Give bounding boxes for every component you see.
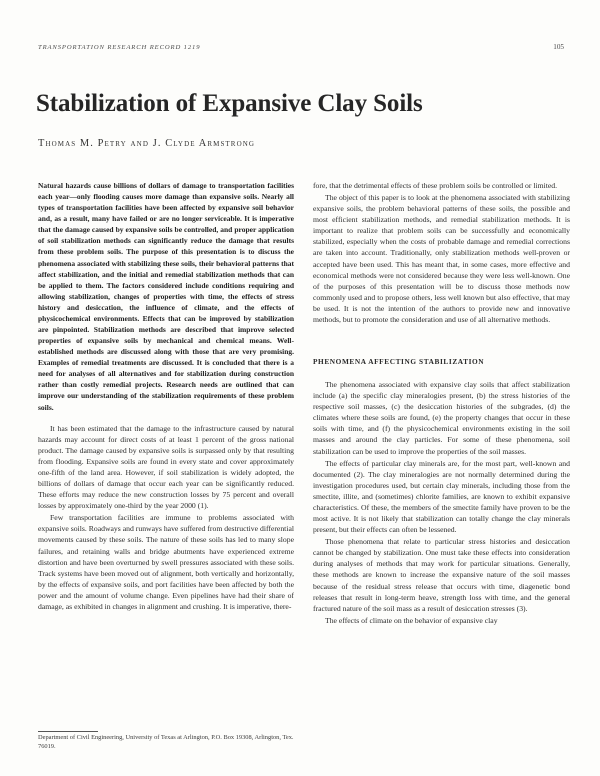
running-head: TRANSPORTATION RESEARCH RECORD 1219 [38,44,201,51]
body-paragraph: Those phenomena that relate to particular stress histories and desiccation cannot be changed by stabilization. One must take these effects into consideration during analyses of methods that may work for particular situations. Generally, these methods are known to increase the expansive nature of the soil masses because of the residual stress release that occurs with time, diagenetic bond releases that result in long-term heave, strength loss with time, and the general fractured nature of the soil mass as a result of desiccation stresses (3). [313,537,570,613]
article-title: Stabilization of Expansive Clay Soils [36,90,423,117]
left-column [38,180,294,612]
section-heading: PHENOMENA AFFECTING STABILIZATION [313,357,485,367]
body-paragraph: fore, that the detrimental effects of these problem soils be controlled or limited. [313,181,558,190]
body-paragraph: The effects of particular clay minerals are, for the most part, well-known and documented (2). The clay mineralogies are not normally determined during the investigation procedures used, but certain clay minerals, including those from the smectite, illite, and (sometimes) chlorite families, are known to exhibit expansive characteristics. Of these, the members of the smectite family have proven to be the most active. It is not likely that stabilization can totally change the clay minerals present, but their effects can often be lessened. [313,458,570,535]
page-number: 105 [553,43,564,51]
body-paragraph: The phenomena associated with expansive clay soils that affect stabilization include (a) the specific clay mineralogies present, (b) the stress histories of the respective soil masses, (c) the desiccation histories of the subgrades, (d) the climates where these soils are found, (e) the property changes that occur in these soils with time, and (f) the physicochemical environments existing in the soil masses and around the clay particles. For some of these phenomena, soil stabilization can be used to improve the properties of the soil masses. [313,380,570,456]
body-paragraph: Few transportation facilities are immune to problems associated with expansive soils. Roadways and runways have suffered from destructive differential movements caused by these soils. The nature of these soils has led to many slope failures, and retaining walls and bridge abutments have experienced extreme distortion and have been overturned by swell pressures associated with these soils. Track systems have been moved out of alignment, both vertically and horizontally, by the effects of expansive soils, and port facilities have been affected by both the power and the amount of volume change. Even pipelines have had their share of damage, as exhibited in changes in alignment and crushing. It is imperative, there- [38,513,294,611]
author-affiliation-footnote: Department of Civil Engineering, University of Texas at Arlington, P.O. Box 19308, Arlington, Tex. 76019. [38,734,294,750]
footnote-rule [38,731,98,732]
body-paragraph: The effects of climate on the behavior of expansive clay [325,615,498,625]
body-paragraph: The object of this paper is to look at the phenomena associated with stabilizing expansive soils, the problem behavioral patterns of these soils, the possible and most efficient stabilization methods, and remedial stabilization methods. It is important to realize that problem soils can be successfully and economically stabilized, especially when the costs of probable damage and remedial corrections are taken into account. Traditionally, only stabilization methods well-proven or accepted have been used. This has meant that, in some cases, more effective and economical methods were not considered because they were less well-known. One of the purposes of this presentation will be to discuss those methods now commonly used and to propose others, less well known but also effective, that may be used. It is not the intention of the authors to provide new and innovative methods, but to promote the consideration and use of all alternative methods. [313,193,570,324]
body-paragraph: It has been estimated that the damage to the infrastructure caused by natural hazards may account for direct costs of at least 1 percent of the gross national product. The damage caused by expansive soils is surpassed only by that resulting from flooding. Expansive soils are found in every state and cover approximately one-fifth of the land area. However, if soil stabilization is widely adopted, the billions of dollars of damage that occur each year can be significantly reduced. These efforts may reduce the new construction losses by 75 percent and overall losses by approximately one-third by the year 2000 (1). [38,423,294,511]
right-column [313,180,570,626]
abstract: Natural hazards cause billions of dollars of damage to transportation facilities each year—only flooding causes more damage than expansive soils. Nearly all types of transportation facilities have been affected by expansive soil behavior and, as a result, many have failed or are no longer serviceable. It is imperative that the damage caused by expansive soils be controlled, and proper application of soil stabilization methods can significantly reduce the damage that results from these problem soils. The purpose of this presentation is to discuss the phenomena associated with stabilizing these soils, their behavioral patterns that affect stabilization, and the initial and remedial stabilization methods that can be applied to them. The factors considered include conditions requiring and allowing stabilization, changes of properties with time, the effects of stress history and desiccation, the influence of climate, and the effects of physicochemical environments. Effects that can be improved by stabilization are pinpointed. Stabilization methods are described that improve selected properties of expansive soils by mechanical and chemical means. Well-established methods are discussed along with those that are very promising. Examples of remedial treatments are discussed. It is concluded that there is a need for analyses of all alternatives and for stabilization during construction rather than costly remedial projects. Research needs are outlined that can improve our understanding of the stabilization requirements of these problem soils. [38,181,294,412]
author-line: Thomas M. Petry and J. Clyde Armstrong [38,138,256,149]
